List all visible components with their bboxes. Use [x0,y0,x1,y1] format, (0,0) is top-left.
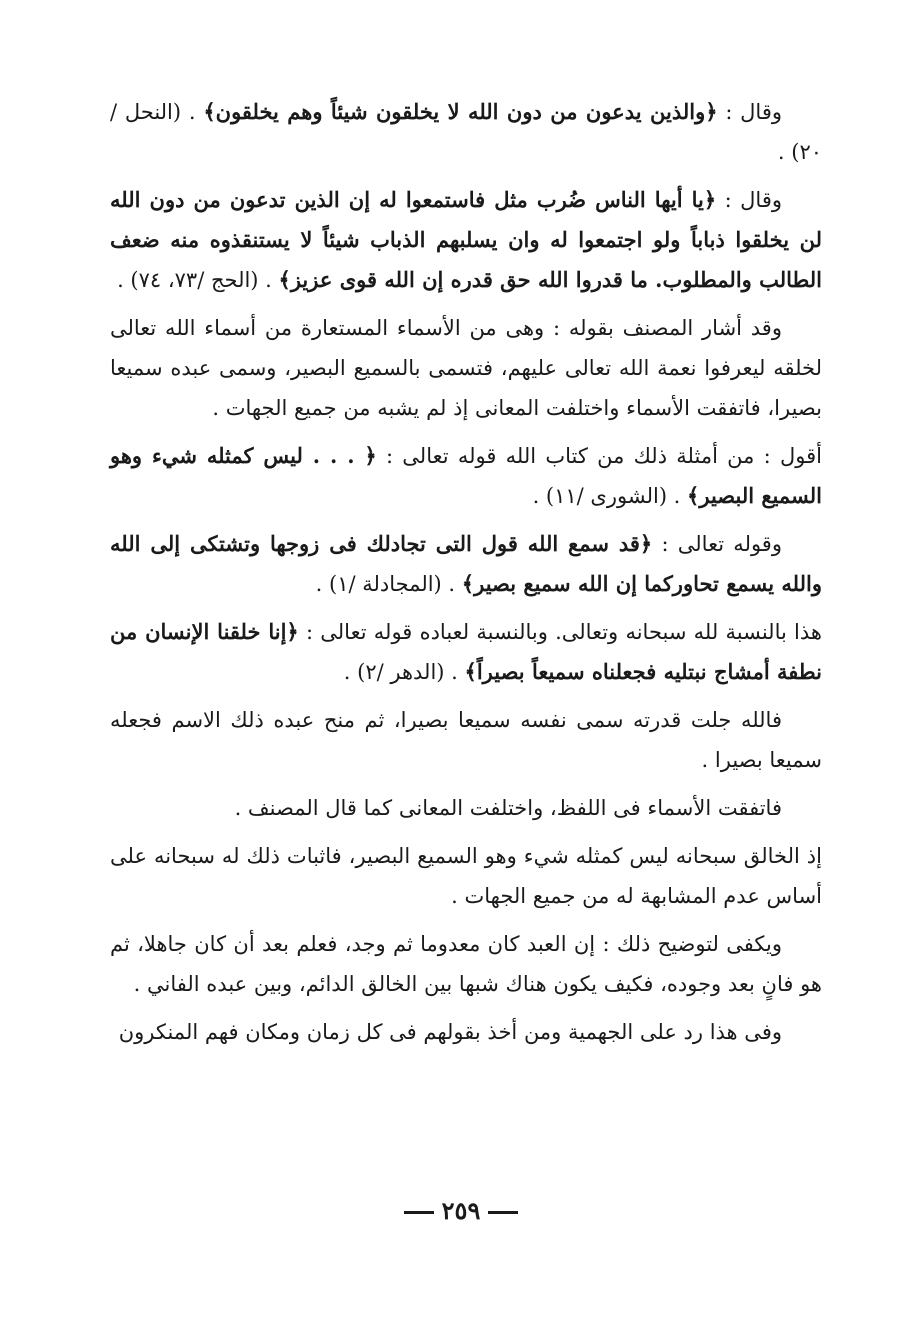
page-number [0,1196,922,1225]
paragraph-4 [110,436,822,516]
verse-reference: . (الحج /٧٣، ٧٤) . [117,268,272,292]
paragraph-text: وقال : [716,188,782,212]
page-body [110,92,822,1060]
verse-reference: . (الدهر /٢) . [343,660,458,684]
paragraph-2 [110,180,822,300]
paragraph-8 [110,788,822,828]
quran-verse: ﴿والذين يدعون من دون الله لا يخلقون شيئاً وهم يخلقون﴾ [203,99,718,124]
paragraph-text: فالله جلت قدرته سمى نفسه سميعا بصيرا، ثم منح عبده ذلك الاسم فجعله سميعا بصيرا . [110,708,822,772]
verse-reference: . (الشورى /١١) . [532,484,681,508]
quran-verse: ﴿ . . . ليس كمثله شيء وهو السميع البصير﴾ [110,443,822,508]
quran-verse: ﴿إنا خلقنا الإنسان من نطفة أمشاج نبتليه فجعلناه سميعاً بصيراً﴾ [110,619,822,684]
verse-reference: . (المجادلة /١) . [315,572,456,596]
paragraph-6 [110,612,822,692]
paragraph-10 [110,924,822,1004]
paragraph-text: وقوله تعالى : [652,532,782,556]
paragraph-text: وقال : [717,100,783,124]
quran-verse: ﴿يا أيها الناس ضُرب مثل فاستمعوا له إن الذين تدعون من دون الله لن يخلقوا ذباباً ولو اجتمعوا له وان يسلبهم الذباب شيئاً لا يستنقذوه منه ضعف الطالب والمطلوب. ما قدروا الله حق قدره إن الله قوى عزيز﴾ [110,187,822,292]
paragraph-text: وقد أشار المصنف بقوله : وهى من الأسماء المستعارة من أسماء الله تعالى لخلقه ليعرفوا نعمة الله تعالى عليهم، فتسمى بالسميع البصير، وسمى عبده سميعا بصيرا، فاتفقت الأسماء واختلفت المعانى إذ لم يشبه من جميع الجهات . [110,316,822,420]
quran-verse: ﴿قد سمع الله قول التى تجادلك فى زوجها وتشتكى إلى الله والله يسمع تحاوركما إن الله سميع بصير﴾ [110,531,822,596]
paragraph-text: ويكفى لتوضيح ذلك : إن العبد كان معدوما ثم وجد، فعلم بعد أن كان جاهلا، ثم هو فانٍ بعد وجوده، فكيف يكون هناك شبها بين الخالق الدائم، وبين عبده الفاني . [110,932,822,996]
paragraph-7 [110,700,822,780]
paragraph-9 [110,836,822,916]
paragraph-11 [110,1012,822,1052]
verse-reference: . (النحل / ٢٠) . [110,100,822,164]
paragraph-text: وفى هذا رد على الجهمية ومن أخذ بقولهم فى كل زمان ومكان فهم المنكرون [118,1020,782,1044]
paragraph-text: هذا بالنسبة لله سبحانه وتعالى. وبالنسبة لعباده قوله تعالى : [298,620,822,644]
paragraph-1 [110,92,822,172]
page-number-dash-left [488,1211,518,1214]
paragraph-text: إذ الخالق سبحانه ليس كمثله شيء وهو السميع البصير، فاثبات ذلك له سبحانه على أساس عدم المشابهة له من جميع الجهات . [110,844,822,908]
page-number-dash-right [404,1211,434,1214]
page-number-value: ٢٥٩ [441,1196,481,1225]
paragraph-5 [110,524,822,604]
paragraph-text: أقول : من أمثلة ذلك من كتاب الله قوله تعالى : [376,444,822,468]
paragraph-3 [110,308,822,428]
paragraph-text: فاتفقت الأسماء فى اللفظ، واختلفت المعانى كما قال المصنف . [234,796,782,820]
